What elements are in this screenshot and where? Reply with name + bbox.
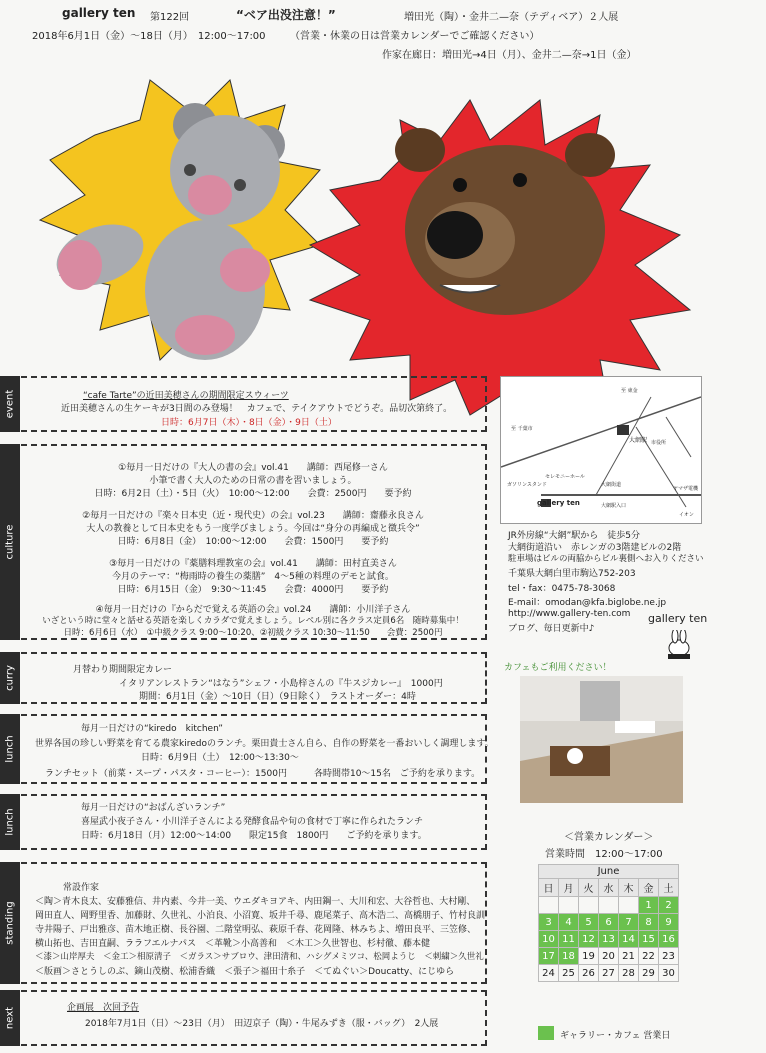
calendar-day: 28 [619, 965, 639, 982]
calendar-weekday: 日 [539, 879, 559, 897]
map-label-denki: ヤマザ電機 [673, 486, 699, 492]
calendar-day [539, 897, 559, 914]
tab-event: event [0, 376, 20, 432]
exhibition-artists: 増田光（陶）・金井二—奈（テディベア）２人展 [404, 12, 619, 23]
culture-item-2-time: 日時：6月8日（金） 10:00～12:00 会費：1500円 要予約 [117, 537, 389, 547]
exhibition-dates: 2018年6月1日（金）～18日（月） 12:00～17:00 [32, 31, 266, 42]
calendar-weekday: 土 [659, 879, 679, 897]
calendar-day: 27 [599, 965, 619, 982]
event-heading: “cafe Tarte”の近田美穂さんの期間限定スウィーツ [83, 391, 289, 401]
map-label-chiba: 至 千葉市 [511, 426, 533, 432]
calendar-weekday: 火 [579, 879, 599, 897]
culture-item-1-time: 日時：6月2日（土）・5日（火） 10:00～12:00 会費：2500円 要予約 [94, 489, 412, 499]
calendar-day: 7 [619, 914, 639, 931]
culture-item-2-desc: 大人の教養として日本史をもう一度学びましょう。今回は“身分の再編成と徴兵令” [86, 524, 420, 534]
culture-item-3-title: ③毎月一日だけの『薬膳料理教室の会』vol.41 講師：田村直美さん [109, 559, 397, 569]
access-tel: tel・fax：0475-78-3068 [508, 584, 616, 594]
map-label-entrance: 大網駅入口 [601, 503, 627, 509]
calendar-day: 4 [559, 914, 579, 931]
culture-item-1-title: ①毎月一日だけの『大人の書の会』vol.41 講師：西尾修一さん [118, 463, 388, 473]
calendar-week [539, 948, 679, 965]
calendar-weekday: 金 [639, 879, 659, 897]
legend-swatch [538, 1026, 554, 1040]
map-label-togane: 至 東金 [621, 388, 638, 394]
lunch-kiredo-price: ランチセット（前菜・スープ・パスタ・コーヒー）：1500円 各時間帯10～15名 ご予約を承ります。 [45, 769, 481, 779]
next-heading: 企画展 次回予告 [67, 1003, 140, 1013]
culture-item-4-time: 日時：6月6日（水） ①中級クラス 9:00～10:20、②初級クラス 10:30～11:50 会費：2500円 [63, 628, 443, 638]
calendar-day: 25 [559, 965, 579, 982]
standing-artists-line-5: ＜漆＞山岸厚夫 ＜金工＞相原清子 ＜ガラス＞サブロウ、津田清和、ハシグメミツコ、松岡ようじ ＜刺繍＞久世礼 [35, 952, 484, 962]
culture-item-3-desc: 今月のテーマ：“梅雨時の養生の薬膳” 4～5種の料理のデモと試食。 [112, 572, 394, 582]
exhibition-title: “ベア出没注意！” [236, 8, 336, 22]
calendar-day: 17 [539, 948, 559, 965]
calendar-day: 23 [659, 948, 679, 965]
gallery-logo-text: gallery ten [648, 612, 708, 625]
culture-item-4-title: ④毎月一日だけの『からだで覚える英語の会』vol.24 講師：小川洋子さん [95, 605, 411, 615]
access-map [500, 376, 702, 524]
access-email: E-mail：omodan@kfa.biglobe.ne.jp [508, 598, 667, 608]
tab-next: next [0, 990, 20, 1046]
tab-curry: curry [0, 652, 20, 704]
event-dates: 日時：6月7日（木）・8日（金）・9日（土） [161, 418, 337, 428]
calendar-day [619, 897, 639, 914]
access-line-1: JR外房線“大網”駅から 徒歩5分 [508, 531, 640, 541]
standing-artists-line-4: 横山拓也、吉田直嗣、ララフエルナパス ＜革靴＞小高善和 ＜木工＞久世智也、杉村徹、藤本健 [35, 939, 431, 949]
calendar-day: 21 [619, 948, 639, 965]
access-blog: ブログ、毎日更新中♪ [508, 624, 595, 634]
standing-heading: 常設作家 [63, 883, 100, 893]
artist-presence: 作家在廊日：増田光→4日（月）、金井二—奈→1日（金） [382, 50, 637, 61]
lunch-kiredo-heading: 毎月一日だけの“kiredo kitchen” [81, 724, 223, 734]
calendar-day [559, 897, 579, 914]
calendar-day: 9 [659, 914, 679, 931]
lunch-kiredo-section [21, 714, 494, 784]
standing-artists-line-1: ＜陶＞青木良太、安藤雅信、井内素、今井一美、ウエダキヨアキ、内田鋼一、大川和宏、大谷哲也、大村剛、 [35, 897, 476, 907]
calendar-day: 16 [659, 931, 679, 948]
calendar-day: 30 [659, 965, 679, 982]
calendar-day [599, 897, 619, 914]
calendar-month: June [539, 865, 679, 879]
calendar-day [579, 897, 599, 914]
calendar-day: 3 [539, 914, 559, 931]
event-section [21, 376, 487, 432]
calendar-hours: 営業時間 12:00～17:00 [545, 849, 663, 860]
gallery-name: gallery ten [62, 6, 136, 20]
standing-artists-line-2: 岡田直人、岡野里香、加藤財、久世礼、小泊良、小沼寛、坂井千尋、鹿尾菜子、高木浩二、高橋朋子、竹村良訓 [35, 911, 486, 921]
calendar-day: 12 [579, 931, 599, 948]
map-label-station: 大網駅 [629, 437, 648, 444]
map-label-aeon: イオン [679, 512, 694, 518]
standing-artists-line-3: 寺井陽子、戸出雅彦、苗木地正樹、長谷園、二階堂明弘、萩原千春、花岡隆、林みちよ、増田良平、三笠修、 [35, 925, 477, 935]
calendar-day: 22 [639, 948, 659, 965]
calendar-week [539, 931, 679, 948]
calendar-day: 29 [639, 965, 659, 982]
tab-culture: culture [0, 444, 20, 640]
calendar-day: 18 [559, 948, 579, 965]
calendar-weekdays [539, 879, 679, 897]
lunch-kiredo-description: 世界各国の珍しい野菜を育てる農家kiredoのランチ。栗田貴士さん自ら、自作の野菜を一番おいしく調理します。 [35, 739, 494, 749]
cafe-note: カフェもご利用ください！ [504, 663, 612, 673]
rabbit-logo-icon [664, 630, 694, 660]
culture-item-2-title: ②毎月一日だけの『楽々日本史（近・現代史）の会』vol.23 講師：齋藤永良さん [82, 511, 424, 521]
standing-artists-line-6: ＜版画＞さとうしのぶ、鏑山茂樹、松浦香織 ＜張子＞福田十糸子 ＜てぬぐい＞Doucatty、にじゆら [35, 967, 455, 977]
map-label-gallery: gallery ten [537, 499, 580, 507]
standing-section [21, 862, 487, 984]
next-section [21, 990, 487, 1046]
event-description: 近田美穂さんの生ケーキが3日間のみ登場！ カフェで、テイクアウトでどうぞ。品切次第終了。 [61, 404, 453, 414]
calendar-week [539, 897, 679, 914]
curry-period: 期間：6月1日（金）～10日（日）（9日除く） ラストオーダー：4時 [139, 692, 416, 702]
culture-item-3-time: 日時：6月15日（金） 9:30～11:45 会費：4000円 要予約 [117, 585, 389, 595]
culture-item-4-desc: いざという時に堂々と話せる英語を楽しくカラダで覚えましょう。レベル別に各クラス定員6名 随時募集中！ [42, 616, 464, 626]
calendar-day: 14 [619, 931, 639, 948]
lunch-obanzai-date: 日時：6月18日（月）12:00～14:00 限定15食 1800円 ご予約を承ります。 [81, 831, 427, 841]
calendar-weekday: 月 [559, 879, 579, 897]
business-calendar [538, 864, 679, 982]
calendar-day: 15 [639, 931, 659, 948]
access-line-2: 大網街道沿い 赤レンガの3階建ビルの2階 [508, 543, 682, 553]
calendar-weekday: 木 [619, 879, 639, 897]
calendar-day: 20 [599, 948, 619, 965]
curry-heading: 月替わり期間限定カレー [73, 665, 173, 675]
calendar-day: 5 [579, 914, 599, 931]
tab-lunch-2: lunch [0, 794, 20, 850]
access-address: 千葉県大網白里市駒込752-203 [508, 569, 636, 579]
calendar-day: 19 [579, 948, 599, 965]
lunch-obanzai-section [21, 794, 487, 850]
map-label-cityhall: 市役所 [651, 440, 667, 446]
calendar-title: ＜営業カレンダー＞ [564, 832, 654, 843]
access-line-3: 駐車場はビルの両脇からビル裏側へお入りください [508, 554, 704, 564]
lunch-obanzai-description: 喜屋武小夜子さん・小川洋子さんによる発酵食品や旬の食材で丁寧に作られたランチ [81, 817, 424, 827]
lunch-kiredo-date: 日時：6月9日（土） 12:00～13:30～ [141, 753, 299, 763]
calendar-weekday: 水 [599, 879, 619, 897]
calendar-week [539, 914, 679, 931]
map-label-gas: ガソリンスタンド [507, 482, 547, 488]
access-url[interactable]: http://www.gallery-ten.com [508, 609, 631, 619]
curry-description: イタリアンレストラン“はなう”シェフ・小島梓さんの『牛スジカレー』 1000円 [119, 679, 443, 689]
calendar-day: 2 [659, 897, 679, 914]
tab-standing: standing [0, 862, 20, 984]
schedule-note: （営業・休業の日は営業カレンダーでご確認ください） [290, 31, 540, 42]
calendar-day: 6 [599, 914, 619, 931]
calendar-day: 11 [559, 931, 579, 948]
calendar-day: 10 [539, 931, 559, 948]
map-label-hall: セレモニーホール [545, 474, 585, 480]
culture-item-1-desc: 小筆で書く大人のための日常の書を習いましょう。 [149, 476, 357, 486]
tab-lunch-1: lunch [0, 714, 20, 784]
calendar-day: 1 [639, 897, 659, 914]
calendar-day: 13 [599, 931, 619, 948]
calendar-week [539, 965, 679, 982]
hero-illustration [0, 60, 766, 420]
map-label-kaido: 大網街道 [601, 482, 622, 488]
lunch-obanzai-heading: 毎月一日だけの“おばんざいランチ” [81, 803, 226, 813]
cafe-photo [520, 676, 683, 803]
calendar-day: 24 [539, 965, 559, 982]
culture-section [21, 444, 487, 640]
issue-number: 第122回 [150, 12, 190, 23]
curry-section [21, 652, 487, 704]
legend-label: ギャラリー・カフェ 営業日 [560, 1031, 671, 1041]
calendar-day: 8 [639, 914, 659, 931]
calendar-day: 26 [579, 965, 599, 982]
next-exhibition: 2018年7月1日（日）～23日（月） 田辺京子（陶）・牛尾みずき（服・バッグ） 2人展 [85, 1019, 439, 1029]
